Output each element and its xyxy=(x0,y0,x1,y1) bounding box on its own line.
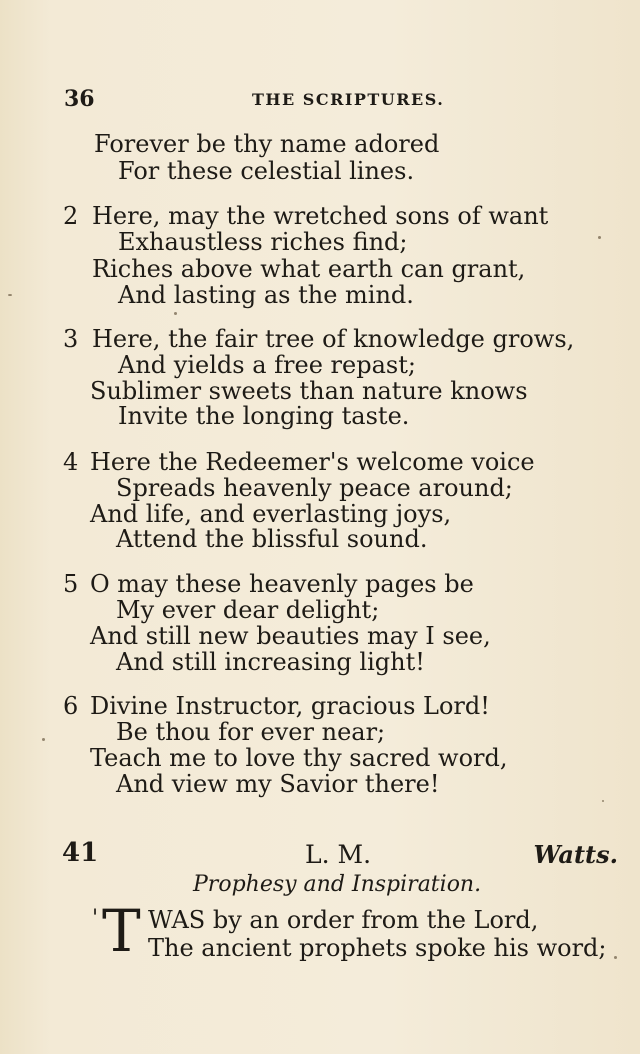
paper-speck xyxy=(598,236,601,239)
verse-line: My ever dear delight; xyxy=(116,596,380,624)
paper-speck xyxy=(42,738,45,741)
verse-line: Exhaustless riches find; xyxy=(118,228,408,256)
verse-line: And still new beauties may I see, xyxy=(90,622,491,650)
page-number: 36 xyxy=(64,86,95,112)
hymn-header xyxy=(0,838,640,872)
verse-line: Here, may the wretched sons of want xyxy=(92,202,549,230)
paper-speck xyxy=(8,294,12,296)
verse-line: Sublimer sweets than nature knows xyxy=(90,377,528,405)
verse-line: And yields a free repast; xyxy=(118,351,416,379)
verse-line: Here, the fair tree of knowledge grows, xyxy=(92,325,575,353)
paper-speck xyxy=(174,312,177,315)
hymn-subtitle: Prophesy and Inspiration. xyxy=(193,872,482,897)
verse-number: 4 xyxy=(63,448,79,476)
running-head xyxy=(0,86,640,116)
opening-apostrophe: ' xyxy=(92,906,99,931)
verse-line: Spreads heavenly peace around; xyxy=(116,474,513,502)
drop-cap: T xyxy=(102,897,141,965)
verse-line: And life, and everlasting joys, xyxy=(90,500,452,528)
hymn-number: 41 xyxy=(62,838,99,868)
verse-number: 6 xyxy=(63,692,79,720)
verse-line: Attend the blissful sound. xyxy=(116,525,428,553)
verse-line: Teach me to love thy sacred word, xyxy=(90,744,508,772)
running-title: THE SCRIPTURES. xyxy=(252,90,445,109)
verse-line: And view my Savior there! xyxy=(116,770,440,798)
verse-line: Here the Redeemer's welcome voice xyxy=(90,448,535,476)
verse-number: 3 xyxy=(63,325,79,353)
verse-line: Invite the longing taste. xyxy=(118,402,410,430)
verse-line: And still increasing light! xyxy=(116,648,425,676)
verse-line: Riches above what earth can grant, xyxy=(92,255,526,283)
hymn-author: Watts. xyxy=(533,840,618,869)
hymn-first-line: WAS by an order from the Lord, xyxy=(148,906,539,934)
verse-line: For these celestial lines. xyxy=(118,157,415,185)
hymn-meter: L. M. xyxy=(305,840,372,869)
verse-line: Divine Instructor, gracious Lord! xyxy=(90,692,490,720)
hymn-second-line: The ancient prophets spoke his word; xyxy=(148,934,607,962)
verse-number: 2 xyxy=(63,202,79,230)
verse-number: 5 xyxy=(63,570,79,598)
verse-line: Be thou for ever near; xyxy=(116,718,386,746)
paper-speck xyxy=(614,956,617,959)
verse-line: And lasting as the mind. xyxy=(118,281,414,309)
verse-line: O may these heavenly pages be xyxy=(90,570,474,598)
verse-line: Forever be thy name adored xyxy=(94,130,440,158)
paper-speck xyxy=(602,800,604,802)
